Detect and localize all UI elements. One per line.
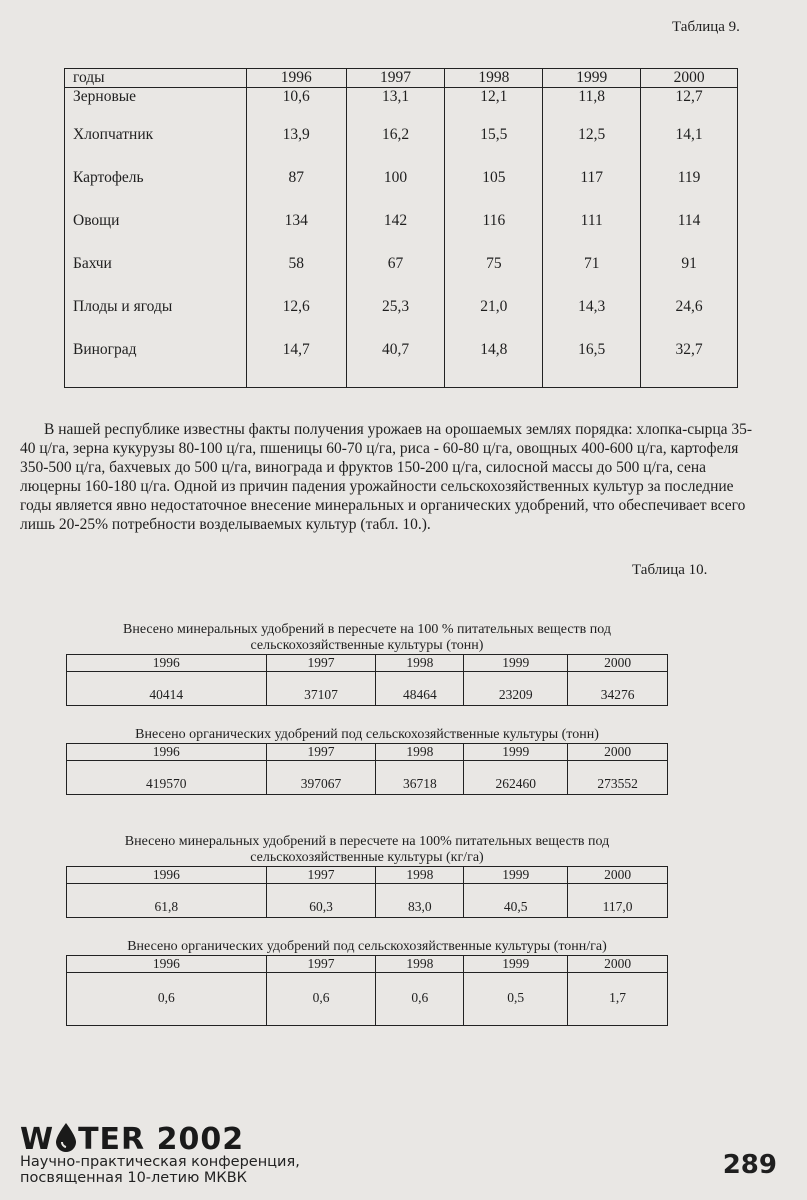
year-cell: 1996 (67, 655, 267, 672)
table9-cell: 111 (543, 212, 641, 255)
year-cell: 1998 (376, 655, 464, 672)
value-cell: 0,6 (67, 973, 267, 1026)
table9-header-cell: 2000 (641, 69, 738, 88)
year-row (67, 655, 668, 672)
table9-cell: 10,6 (246, 88, 346, 127)
table10-caption (66, 939, 668, 955)
value-cell: 0,5 (464, 973, 568, 1026)
table9-label: Таблица 9. (672, 19, 740, 35)
value-row (67, 761, 668, 795)
caption-line: Внесено минеральных удобрений в пересчете на 100% питательных веществ под (124, 834, 610, 849)
year-row (67, 867, 668, 884)
table9-row (65, 212, 738, 255)
table10-section (66, 743, 668, 795)
caption-line: Внесено органических удобрений под сельскохозяйственные культуры (тонн) (135, 727, 599, 742)
page-number: 289 (722, 1150, 777, 1180)
table9-header-cell: 1998 (445, 69, 543, 88)
table9-row (65, 169, 738, 212)
caption-line: Внесено органических удобрений под сельскохозяйственные культуры (тонн/га) (127, 939, 607, 954)
table9-cell: 16,5 (543, 341, 641, 388)
value-cell: 419570 (67, 761, 267, 795)
table9-cell: 100 (346, 169, 445, 212)
table9-row (65, 88, 738, 127)
table9-cell: 105 (445, 169, 543, 212)
value-cell: 23209 (464, 672, 568, 706)
year-cell: 1997 (266, 956, 376, 973)
table9-cell: 67 (346, 255, 445, 298)
year-cell: 1997 (266, 744, 376, 761)
table9-crop: Хлопчатник (65, 126, 247, 169)
table9-cell: 16,2 (346, 126, 445, 169)
year-cell: 2000 (568, 744, 668, 761)
table10-caption (66, 834, 668, 866)
year-cell: 1996 (67, 867, 267, 884)
table9-crop: Картофель (65, 169, 247, 212)
value-row (67, 672, 668, 706)
year-cell: 1998 (376, 867, 464, 884)
value-cell: 0,6 (376, 973, 464, 1026)
table9-cell: 40,7 (346, 341, 445, 388)
table9-cell: 14,7 (246, 341, 346, 388)
caption-line: сельскохозяйственные культуры (тонн) (250, 638, 484, 653)
value-cell: 273552 (568, 761, 668, 795)
year-cell: 1997 (266, 867, 376, 884)
caption-line: Внесено минеральных удобрений в пересчете на 100 % питательных веществ под (123, 622, 611, 637)
table9-crop: Овощи (65, 212, 247, 255)
table9-crop: Бахчи (65, 255, 247, 298)
value-cell: 48464 (376, 672, 464, 706)
logo-text: W (20, 1122, 55, 1157)
value-cell: 60,3 (266, 884, 376, 918)
value-cell: 117,0 (568, 884, 668, 918)
table9-cell: 116 (445, 212, 543, 255)
table9-cell: 87 (246, 169, 346, 212)
value-row (67, 884, 668, 918)
year-row (67, 744, 668, 761)
table9-crop: Плоды и ягоды (65, 298, 247, 341)
year-row (67, 956, 668, 973)
year-cell: 2000 (568, 956, 668, 973)
table9 (64, 68, 738, 388)
table9-cell: 58 (246, 255, 346, 298)
year-cell: 1999 (464, 655, 568, 672)
table9-cell: 91 (641, 255, 738, 298)
value-cell: 397067 (266, 761, 376, 795)
table10-section (66, 654, 668, 706)
table9-cell: 12,7 (641, 88, 738, 127)
year-cell: 1999 (464, 744, 568, 761)
year-cell: 1998 (376, 744, 464, 761)
table9-cell: 14,3 (543, 298, 641, 341)
table9-cell: 25,3 (346, 298, 445, 341)
caption-line: сельскохозяйственные культуры (кг/га) (250, 850, 484, 865)
value-cell: 36718 (376, 761, 464, 795)
table9-cell: 12,6 (246, 298, 346, 341)
subtitle-line: Научно-практическая конференция, (20, 1154, 300, 1170)
table9-cell: 12,1 (445, 88, 543, 127)
year-cell: 1997 (266, 655, 376, 672)
table10-section (66, 866, 668, 918)
table10-label: Таблица 10. (632, 562, 708, 578)
table9-cell: 13,1 (346, 88, 445, 127)
table9-header-cell: 1999 (543, 69, 641, 88)
conference-subtitle (20, 1154, 300, 1186)
table9-cell: 32,7 (641, 341, 738, 388)
value-cell: 1,7 (568, 973, 668, 1026)
table9-cell: 12,5 (543, 126, 641, 169)
subtitle-line: посвященная 10-летию МКВК (20, 1170, 247, 1186)
table9-cell: 134 (246, 212, 346, 255)
year-cell: 1996 (67, 956, 267, 973)
body-paragraph: В нашей республике известны факты получения урожаев на орошаемых землях порядка: хлопка-сырца 35-40 ц/га, зерна кукурузы 80-100 ц/га, пшеницы 60-70 ц/га, риса - 60-80 ц/га, овощных 400-600 ц/га, картофеля 350-500 ц/га, бахчевых до 500 ц/га, винограда и фруктов 150-200 ц/га, силосной массы до 500 ц/га, сена люцерны 160-180 ц/га. Одной из причин падения урожайности сельскохозяйственных культур за последние годы является явно недостаточное внесение минеральных и органических удобрений, что обеспечивает всего лишь 20-25% потребности возделываемых культур (табл. 10.). (20, 421, 753, 533)
table9-cell: 75 (445, 255, 543, 298)
year-cell: 2000 (568, 867, 668, 884)
value-cell: 61,8 (67, 884, 267, 918)
table9-cell: 117 (543, 169, 641, 212)
value-cell: 37107 (266, 672, 376, 706)
table9-header-cell: 1997 (346, 69, 445, 88)
table10-section (66, 955, 668, 1026)
table10-caption (66, 727, 668, 743)
table9-crop: Виноград (65, 341, 247, 388)
table9-header-cell: годы (65, 69, 247, 88)
table9-cell: 14,8 (445, 341, 543, 388)
table9-cell: 11,8 (543, 88, 641, 127)
table9-header-cell: 1996 (246, 69, 346, 88)
value-cell: 40414 (67, 672, 267, 706)
table9-cell: 114 (641, 212, 738, 255)
table9-cell: 21,0 (445, 298, 543, 341)
table9-cell: 142 (346, 212, 445, 255)
value-cell: 40,5 (464, 884, 568, 918)
table9-cell: 13,9 (246, 126, 346, 169)
logo-text: TER 2002 (78, 1122, 245, 1157)
year-cell: 1998 (376, 956, 464, 973)
value-row (67, 973, 668, 1026)
table9-cell: 24,6 (641, 298, 738, 341)
year-cell: 1999 (464, 956, 568, 973)
year-cell: 1999 (464, 867, 568, 884)
year-cell: 1996 (67, 744, 267, 761)
table9-header-row (65, 69, 738, 88)
value-cell: 34276 (568, 672, 668, 706)
table9-crop: Зерновые (65, 88, 247, 127)
table9-row (65, 255, 738, 298)
table9-row (65, 298, 738, 341)
value-cell: 262460 (464, 761, 568, 795)
table9-row (65, 341, 738, 388)
value-cell: 0,6 (266, 973, 376, 1026)
year-cell: 2000 (568, 655, 668, 672)
value-cell: 83,0 (376, 884, 464, 918)
table9-cell: 71 (543, 255, 641, 298)
table10-caption (66, 622, 668, 654)
table9-cell: 119 (641, 169, 738, 212)
table9-cell: 15,5 (445, 126, 543, 169)
table9-row (65, 126, 738, 169)
table9-cell: 14,1 (641, 126, 738, 169)
